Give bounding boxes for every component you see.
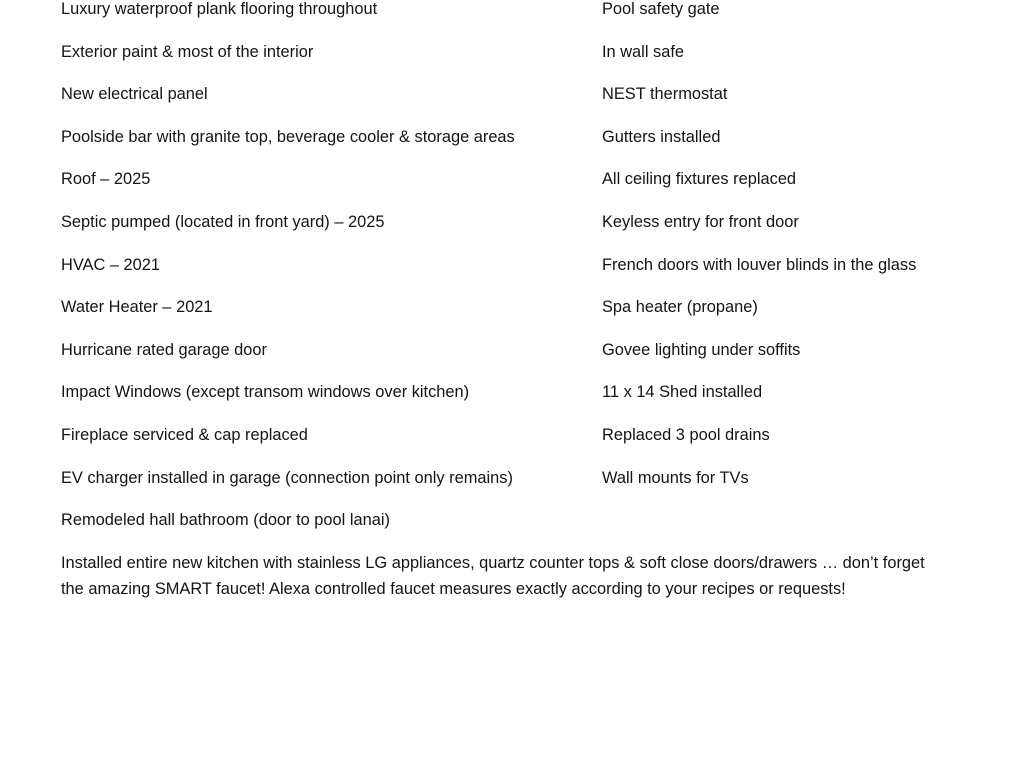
list-item: New electrical panel xyxy=(61,85,208,104)
list-item: Poolside bar with granite top, beverage cooler & storage areas xyxy=(61,127,515,146)
kitchen-paragraph-line-1: Installed entire new kitchen with stainless LG appliances, quartz counter tops & soft close doors/drawers … don’t forget xyxy=(61,554,925,572)
features-list-right xyxy=(602,0,1002,509)
kitchen-paragraph xyxy=(61,550,961,602)
list-item: Spa heater (propane) xyxy=(602,298,758,317)
list-item: NEST thermostat xyxy=(602,85,728,104)
list-item: HVAC – 2021 xyxy=(61,255,161,274)
list-item: Pool safety gate xyxy=(602,0,720,18)
list-item: Roof – 2025 xyxy=(61,170,151,189)
list-item: In wall safe xyxy=(602,42,684,61)
list-item: EV charger installed in garage (connection point only remains) xyxy=(61,468,513,487)
list-item: All ceiling fixtures replaced xyxy=(602,170,797,189)
list-item: French doors with louver blinds in the glass xyxy=(602,255,917,274)
list-item: Luxury waterproof plank flooring throughout xyxy=(61,0,378,18)
list-item: Wall mounts for TVs xyxy=(602,468,749,487)
list-item: Fireplace serviced & cap replaced xyxy=(61,425,308,444)
list-item: Remodeled hall bathroom (door to pool lanai) xyxy=(61,511,390,530)
list-item: Exterior paint & most of the interior xyxy=(61,42,314,61)
list-item: Govee lighting under soffits xyxy=(602,340,801,359)
list-item: Water Heater – 2021 xyxy=(61,298,213,317)
features-list-left xyxy=(61,0,591,552)
list-item: Replaced 3 pool drains xyxy=(602,425,770,444)
list-item: 11 x 14 Shed installed xyxy=(602,383,763,402)
list-item: Impact Windows (except transom windows over kitchen) xyxy=(61,383,470,402)
list-item: Septic pumped (located in front yard) – 2025 xyxy=(61,212,385,231)
list-item: Hurricane rated garage door xyxy=(61,340,267,359)
kitchen-paragraph-line-2: the amazing SMART faucet! Alexa controlled faucet measures exactly according to your recipes or requests! xyxy=(61,580,846,598)
list-item: Gutters installed xyxy=(602,127,721,146)
list-item: Keyless entry for front door xyxy=(602,212,799,231)
